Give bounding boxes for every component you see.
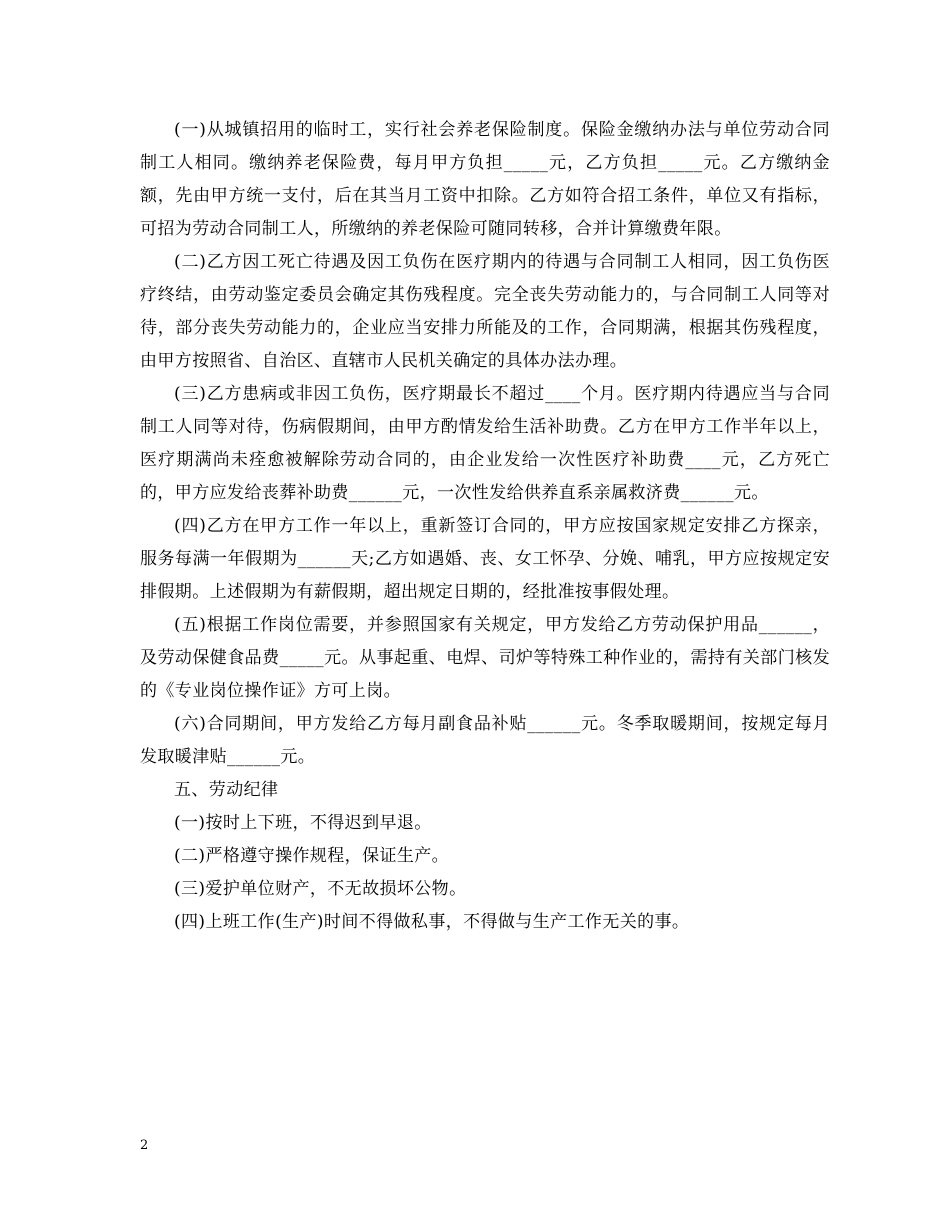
discipline-item-no-private-matters: (四)上班工作(生产)时间不得做私事，不得做与生产工作无关的事。 [174,912,690,932]
document-body [140,114,830,939]
paragraph-work-injury: (二)乙方因工死亡待遇及因工负伤在医疗期内的待遇与合同制工人相同，因工负伤医疗终结，由劳动鉴定委员会确定其伤残程度。完全丧失劳动能力的，与合同制工人同等对待，部分丧失劳动能力的，企业应当安排力所能及的工作，合同期满，根据其伤残程度，由甲方按照省、自治区、直辖市人民机关确定的具体办法办理。 [140,252,830,371]
paragraph-illness-leave: (三)乙方患病或非因工负伤，医疗期最长不超过____个月。医疗期内待遇应当与合同制工人同等对待，伤病假期间，由甲方酌情发给生活补助费。乙方在甲方工作半年以上，医疗期满尚未痊愈被解除劳动合同的，由企业发给一次性医疗补助费____元，乙方死亡的，甲方应发给丧葬补助费______元，一次性发给供养直系亲属救济费______元。 [140,384,830,503]
discipline-item-punctuality: (一)按时上下班，不得迟到早退。 [174,813,432,833]
paragraph-protective-supplies: (五)根据工作岗位需要，并参照国家有关规定，甲方发给乙方劳动保护用品______，及劳动保健食品费_____元。从事起重、电焊、司炉等特殊工种作业的，需持有关部门核发的《专业岗位操作证》方可上岗。 [140,615,830,701]
discipline-item-property-care: (三)爱护单位财产，不无故损坏公物。 [174,879,467,899]
paragraph-pension-insurance: (一)从城镇招用的临时工，实行社会养老保险制度。保险金缴纳办法与单位劳动合同制工人相同。缴纳养老保险费，每月甲方负担_____元，乙方负担_____元。乙方缴纳金额，先由甲方统一支付，后在其当月工资中扣除。乙方如符合招工条件，单位又有指标，可招为劳动合同制工人，所缴纳的养老保险可随同转移，合并计算缴费年限。 [140,120,830,239]
paragraph-family-visit-leave: (四)乙方在甲方工作一年以上，重新签订合同的，甲方应按国家规定安排乙方探亲，服务每满一年假期为______天;乙方如遇婚、丧、女工怀孕、分娩、哺乳，甲方应按规定安排假期。上述假期为有薪假期，超出规定日期的，经批准按事假处理。 [140,516,830,602]
paragraph-food-subsidy: (六)合同期间，甲方发给乙方每月副食品补贴______元。冬季取暖期间，按规定每月发取暖津贴______元。 [140,714,830,767]
discipline-item-operating-rules: (二)严格遵守操作规程，保证生产。 [174,846,450,866]
section-heading-labor-discipline: 五、劳动纪律 [174,780,279,800]
page-number: 2 [140,1138,149,1153]
